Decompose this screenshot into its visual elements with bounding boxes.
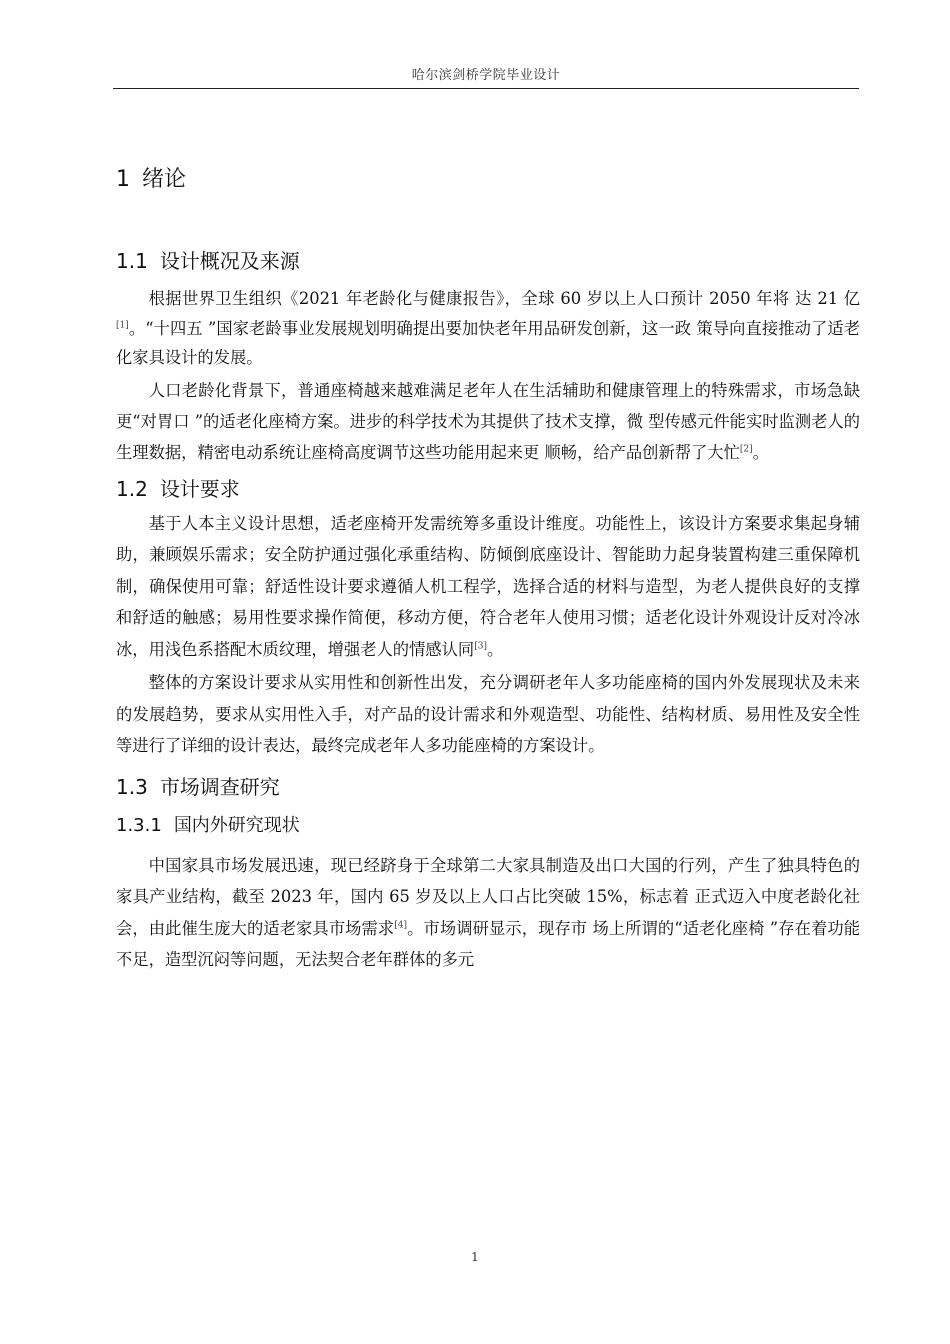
- section-number: 1.2: [116, 476, 148, 501]
- section-heading-1-2: [116, 470, 860, 508]
- subsection-title: 国内外研究现状: [173, 814, 300, 836]
- section-number: 1.3: [116, 774, 148, 799]
- header-rule: [113, 88, 859, 89]
- paragraph-text: 中国家具市场发展迅速，现已经跻身于全球第二大家具制造及出口大国的行列，产生了独具特色的家具产业结构，截至 2023 年，国内 65 岁及以上人口占比突破 15%，标志着 正式迈入中度老龄化社会，由此催生庞大的适老家具市场需求: [116, 855, 860, 938]
- section-title: 设计要求: [159, 476, 240, 501]
- paragraph-text: 人口老龄化背景下，普通座椅越来越难满足老年人在生活辅助和健康管理上的特殊需求，市场急缺更“对胃口 ”的适老化座椅方案。进步的科学技术为其提供了技术支撑，微 型传感元件能实时监测老人的生理数据，精密电动系统让座椅高度调节这些功能用起来更 顺畅，给产品创新帮了大忙: [116, 380, 860, 462]
- section-number: 1.1: [116, 249, 148, 273]
- paragraph: [116, 375, 860, 468]
- section-heading-1-1: [116, 242, 860, 280]
- paragraph-text: 。“十四五 ”国家老龄事业发展规划明确提出要加快老年用品研发创新，这一政 策导向直接推动了适老化家具设计的发展。: [116, 318, 860, 367]
- section-heading-1-3: [116, 768, 860, 806]
- subsection-number: 1.3.1: [116, 814, 162, 836]
- section-title: 市场调查研究: [159, 774, 280, 799]
- citation-ref: [2]: [739, 444, 753, 455]
- paragraph: 整体的方案设计要求从实用性和创新性出发，充分调研老年人多功能座椅的国内外发展现状及未来的发展趋势，要求从实用性入手，对产品的设计需求和外观造型、功能性、结构材质、易用性及安全性等进行了详细的设计表达，最终完成老年人多功能座椅的方案设计。: [116, 673, 860, 755]
- paragraph: [116, 850, 860, 976]
- citation-ref: [4]: [394, 920, 408, 931]
- paragraph: [116, 508, 860, 666]
- paragraph: [116, 284, 860, 373]
- paragraph-text: 根据世界卫生组织《2021 年老龄化与健康报告》，全球 60 岁以上人口预计 2050 年将 达 21 亿: [148, 289, 860, 308]
- page-content: [116, 160, 860, 976]
- section-title: 设计概况及来源: [159, 249, 300, 273]
- paragraph-text: 基于人本主义设计思想，适老座椅开发需统筹多重设计维度。功能性上，该设计方案要求集起身辅助，兼顾娱乐需求；安全防护通过强化承重结构、防倾倒底座设计、智能助力起身装置构建三重保障机制，确保使用可靠；舒适性设计要求遵循人机工程学，选择合适的材料与造型，为老人提供良好的支撑和舒适的触感；易用性要求操作简便，移动方便，符合老年人使用习惯；适老化设计外观设计反对冷冰冰，用浅色系搭配木质纹理，增强老人的情感认同: [116, 513, 860, 659]
- chapter-heading: [116, 160, 860, 200]
- paragraph-text: 。: [486, 639, 504, 659]
- paragraph-text: 。市场调研显示，现存市 场上所谓的“适老化座椅 ”存在着功能不足，造型沉闷等问题，无法契合老年群体的多元: [116, 918, 860, 969]
- citation-ref: [3]: [474, 641, 487, 652]
- page-number: 1: [471, 1250, 479, 1264]
- subsection-heading-1-3-1: [116, 808, 860, 844]
- chapter-number: 1: [116, 167, 130, 192]
- paragraph-text: 。: [752, 442, 769, 462]
- running-header: 哈尔滨剑桥学院毕业设计: [411, 68, 561, 83]
- citation-ref: [1]: [116, 320, 129, 331]
- chapter-title: 绪论: [142, 167, 187, 192]
